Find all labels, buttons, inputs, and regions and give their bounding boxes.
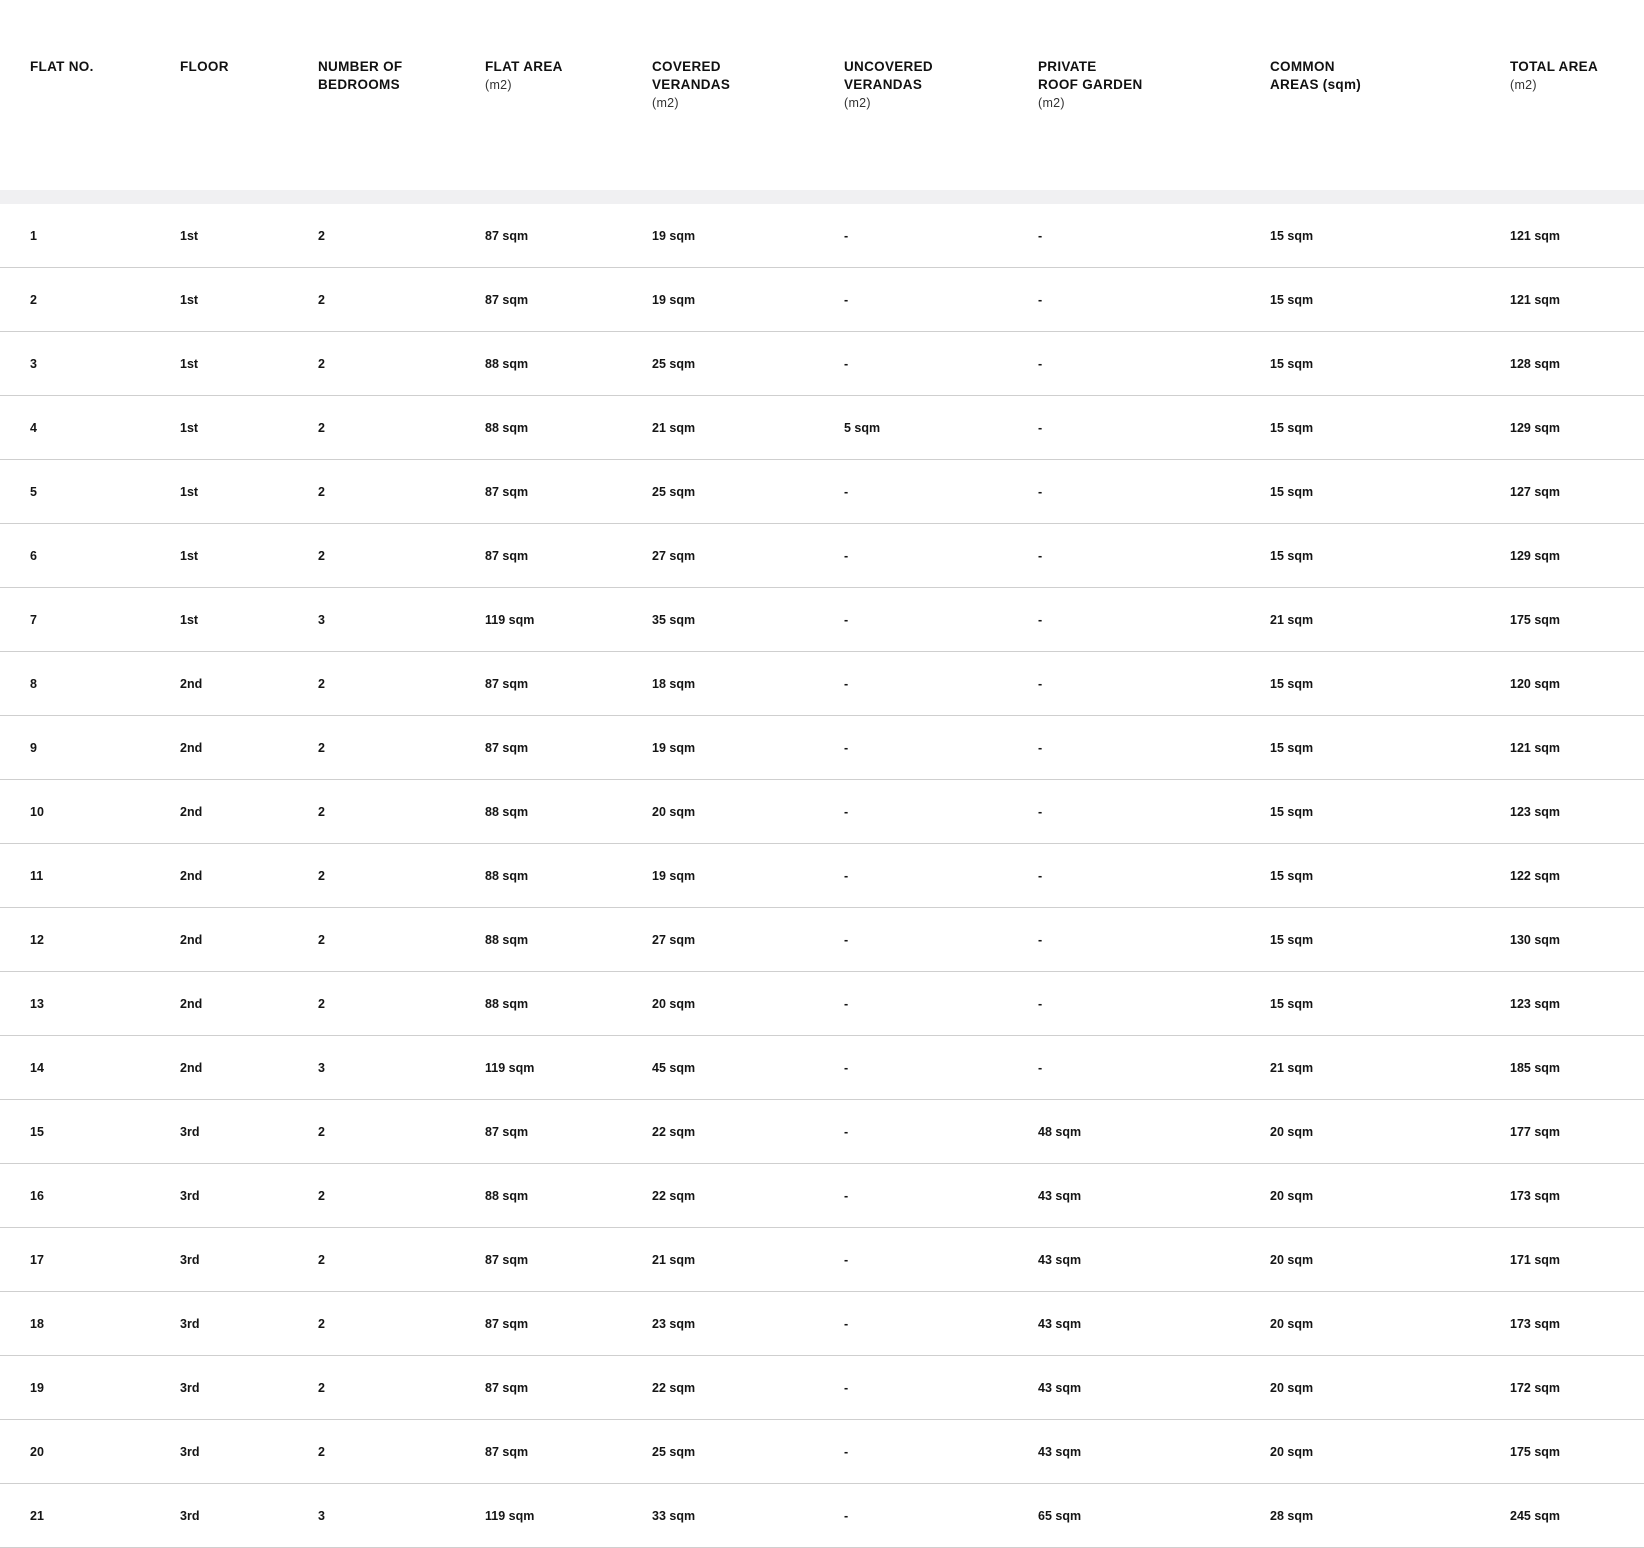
cell-flat-area: 87 sqm bbox=[485, 268, 652, 332]
cell-flat-no: 21 bbox=[0, 1484, 180, 1548]
table-row bbox=[0, 332, 1644, 396]
cell-bedrooms: 2 bbox=[318, 716, 485, 780]
cell-private-roof-garden: - bbox=[1038, 268, 1270, 332]
cell-bedrooms: 2 bbox=[318, 1100, 485, 1164]
cell-common-areas: 15 sqm bbox=[1270, 844, 1510, 908]
column-header-label: FLAT AREA bbox=[485, 59, 563, 74]
cell-common-areas: 15 sqm bbox=[1270, 716, 1510, 780]
column-header-label: FLAT NO. bbox=[30, 59, 94, 74]
cell-total-area: 173 sqm bbox=[1510, 1164, 1644, 1228]
cell-bedrooms: 2 bbox=[318, 1420, 485, 1484]
cell-bedrooms: 2 bbox=[318, 1292, 485, 1356]
cell-flat-no: 2 bbox=[0, 268, 180, 332]
cell-bedrooms: 2 bbox=[318, 1164, 485, 1228]
cell-uncovered-verandas: - bbox=[844, 1164, 1038, 1228]
cell-bedrooms: 2 bbox=[318, 908, 485, 972]
cell-flat-area: 87 sqm bbox=[485, 460, 652, 524]
cell-flat-area: 119 sqm bbox=[485, 1484, 652, 1548]
cell-floor: 3rd bbox=[180, 1420, 318, 1484]
cell-private-roof-garden: - bbox=[1038, 588, 1270, 652]
column-header-label: AREAS (sqm) bbox=[1270, 77, 1362, 92]
cell-private-roof-garden: - bbox=[1038, 716, 1270, 780]
column-header-common-areas bbox=[1270, 0, 1510, 190]
column-header-private-roof-garden bbox=[1038, 0, 1270, 190]
cell-common-areas: 20 sqm bbox=[1270, 1292, 1510, 1356]
cell-covered-verandas: 33 sqm bbox=[652, 1484, 844, 1548]
table-body bbox=[0, 190, 1644, 1548]
cell-private-roof-garden: - bbox=[1038, 1036, 1270, 1100]
cell-total-area: 171 sqm bbox=[1510, 1228, 1644, 1292]
column-header-label: COMMON bbox=[1270, 59, 1335, 74]
cell-private-roof-garden: - bbox=[1038, 844, 1270, 908]
table-row bbox=[0, 780, 1644, 844]
column-header-label: VERANDAS bbox=[844, 77, 923, 92]
cell-common-areas: 15 sqm bbox=[1270, 908, 1510, 972]
cell-flat-no: 6 bbox=[0, 524, 180, 588]
cell-bedrooms: 2 bbox=[318, 268, 485, 332]
cell-total-area: 121 sqm bbox=[1510, 204, 1644, 268]
cell-uncovered-verandas: - bbox=[844, 652, 1038, 716]
column-header-unit: (m2) bbox=[1038, 96, 1065, 110]
cell-private-roof-garden: - bbox=[1038, 972, 1270, 1036]
cell-covered-verandas: 45 sqm bbox=[652, 1036, 844, 1100]
cell-flat-no: 13 bbox=[0, 972, 180, 1036]
cell-flat-no: 9 bbox=[0, 716, 180, 780]
cell-total-area: 128 sqm bbox=[1510, 332, 1644, 396]
cell-bedrooms: 2 bbox=[318, 332, 485, 396]
header-row bbox=[0, 0, 1644, 190]
cell-common-areas: 28 sqm bbox=[1270, 1484, 1510, 1548]
cell-uncovered-verandas: - bbox=[844, 1484, 1038, 1548]
cell-uncovered-verandas: - bbox=[844, 524, 1038, 588]
column-header-label: NUMBER OF bbox=[318, 59, 403, 74]
cell-uncovered-verandas: - bbox=[844, 780, 1038, 844]
cell-bedrooms: 3 bbox=[318, 1036, 485, 1100]
cell-uncovered-verandas: - bbox=[844, 268, 1038, 332]
table-row bbox=[0, 1420, 1644, 1484]
cell-covered-verandas: 18 sqm bbox=[652, 652, 844, 716]
cell-bedrooms: 2 bbox=[318, 524, 485, 588]
cell-covered-verandas: 23 sqm bbox=[652, 1292, 844, 1356]
cell-flat-area: 88 sqm bbox=[485, 1164, 652, 1228]
cell-flat-no: 8 bbox=[0, 652, 180, 716]
cell-total-area: 175 sqm bbox=[1510, 588, 1644, 652]
cell-total-area: 177 sqm bbox=[1510, 1100, 1644, 1164]
cell-floor: 1st bbox=[180, 588, 318, 652]
cell-common-areas: 20 sqm bbox=[1270, 1100, 1510, 1164]
column-header-unit: (m2) bbox=[844, 96, 871, 110]
cell-uncovered-verandas: - bbox=[844, 1100, 1038, 1164]
column-header-label: ROOF GARDEN bbox=[1038, 77, 1143, 92]
cell-bedrooms: 2 bbox=[318, 972, 485, 1036]
column-header-label: PRIVATE bbox=[1038, 59, 1097, 74]
cell-floor: 3rd bbox=[180, 1484, 318, 1548]
cell-floor: 2nd bbox=[180, 844, 318, 908]
cell-flat-area: 88 sqm bbox=[485, 972, 652, 1036]
cell-floor: 1st bbox=[180, 268, 318, 332]
cell-flat-no: 19 bbox=[0, 1356, 180, 1420]
cell-flat-area: 119 sqm bbox=[485, 1036, 652, 1100]
cell-common-areas: 21 sqm bbox=[1270, 1036, 1510, 1100]
cell-uncovered-verandas: - bbox=[844, 1292, 1038, 1356]
cell-flat-area: 88 sqm bbox=[485, 332, 652, 396]
cell-uncovered-verandas: 5 sqm bbox=[844, 396, 1038, 460]
cell-uncovered-verandas: - bbox=[844, 716, 1038, 780]
column-header-covered-verandas bbox=[652, 0, 844, 190]
cell-flat-area: 87 sqm bbox=[485, 1100, 652, 1164]
cell-flat-area: 88 sqm bbox=[485, 908, 652, 972]
cell-private-roof-garden: 43 sqm bbox=[1038, 1228, 1270, 1292]
cell-flat-area: 88 sqm bbox=[485, 780, 652, 844]
cell-total-area: 129 sqm bbox=[1510, 524, 1644, 588]
cell-total-area: 129 sqm bbox=[1510, 396, 1644, 460]
cell-bedrooms: 3 bbox=[318, 1484, 485, 1548]
cell-flat-no: 4 bbox=[0, 396, 180, 460]
table-row bbox=[0, 524, 1644, 588]
cell-floor: 2nd bbox=[180, 716, 318, 780]
cell-common-areas: 15 sqm bbox=[1270, 332, 1510, 396]
cell-covered-verandas: 19 sqm bbox=[652, 844, 844, 908]
cell-flat-area: 87 sqm bbox=[485, 652, 652, 716]
table-header bbox=[0, 0, 1644, 190]
table-row bbox=[0, 1484, 1644, 1548]
cell-total-area: 122 sqm bbox=[1510, 844, 1644, 908]
cell-private-roof-garden: - bbox=[1038, 908, 1270, 972]
table-row bbox=[0, 204, 1644, 268]
cell-private-roof-garden: - bbox=[1038, 524, 1270, 588]
cell-uncovered-verandas: - bbox=[844, 204, 1038, 268]
cell-flat-area: 119 sqm bbox=[485, 588, 652, 652]
cell-bedrooms: 3 bbox=[318, 588, 485, 652]
cell-uncovered-verandas: - bbox=[844, 908, 1038, 972]
cell-common-areas: 15 sqm bbox=[1270, 652, 1510, 716]
cell-covered-verandas: 22 sqm bbox=[652, 1356, 844, 1420]
cell-common-areas: 21 sqm bbox=[1270, 588, 1510, 652]
cell-bedrooms: 2 bbox=[318, 396, 485, 460]
cell-bedrooms: 2 bbox=[318, 1228, 485, 1292]
table-row bbox=[0, 1292, 1644, 1356]
cell-uncovered-verandas: - bbox=[844, 1036, 1038, 1100]
cell-total-area: 173 sqm bbox=[1510, 1292, 1644, 1356]
cell-uncovered-verandas: - bbox=[844, 1228, 1038, 1292]
cell-private-roof-garden: 43 sqm bbox=[1038, 1292, 1270, 1356]
cell-covered-verandas: 19 sqm bbox=[652, 716, 844, 780]
cell-uncovered-verandas: - bbox=[844, 844, 1038, 908]
cell-total-area: 172 sqm bbox=[1510, 1356, 1644, 1420]
column-header-flat-no bbox=[0, 0, 180, 190]
cell-bedrooms: 2 bbox=[318, 460, 485, 524]
cell-floor: 2nd bbox=[180, 908, 318, 972]
column-header-flat-area bbox=[485, 0, 652, 190]
cell-covered-verandas: 21 sqm bbox=[652, 396, 844, 460]
column-header-label: COVERED bbox=[652, 59, 721, 74]
cell-flat-no: 16 bbox=[0, 1164, 180, 1228]
cell-covered-verandas: 20 sqm bbox=[652, 780, 844, 844]
cell-floor: 1st bbox=[180, 332, 318, 396]
column-header-uncovered-verandas bbox=[844, 0, 1038, 190]
cell-uncovered-verandas: - bbox=[844, 1356, 1038, 1420]
cell-common-areas: 20 sqm bbox=[1270, 1164, 1510, 1228]
cell-flat-no: 11 bbox=[0, 844, 180, 908]
cell-flat-no: 7 bbox=[0, 588, 180, 652]
table-row bbox=[0, 396, 1644, 460]
cell-floor: 1st bbox=[180, 460, 318, 524]
cell-covered-verandas: 25 sqm bbox=[652, 332, 844, 396]
cell-total-area: 123 sqm bbox=[1510, 972, 1644, 1036]
cell-private-roof-garden: 48 sqm bbox=[1038, 1100, 1270, 1164]
table-row bbox=[0, 1164, 1644, 1228]
cell-flat-no: 5 bbox=[0, 460, 180, 524]
cell-flat-no: 3 bbox=[0, 332, 180, 396]
cell-flat-area: 87 sqm bbox=[485, 1420, 652, 1484]
header-divider-band bbox=[0, 190, 1644, 204]
cell-covered-verandas: 20 sqm bbox=[652, 972, 844, 1036]
cell-bedrooms: 2 bbox=[318, 780, 485, 844]
cell-private-roof-garden: 43 sqm bbox=[1038, 1420, 1270, 1484]
cell-covered-verandas: 22 sqm bbox=[652, 1164, 844, 1228]
cell-floor: 2nd bbox=[180, 1036, 318, 1100]
cell-floor: 2nd bbox=[180, 652, 318, 716]
cell-floor: 3rd bbox=[180, 1164, 318, 1228]
cell-flat-area: 87 sqm bbox=[485, 1228, 652, 1292]
table-row bbox=[0, 588, 1644, 652]
cell-flat-no: 20 bbox=[0, 1420, 180, 1484]
cell-common-areas: 20 sqm bbox=[1270, 1228, 1510, 1292]
column-header-total-area bbox=[1510, 0, 1644, 190]
cell-flat-area: 87 sqm bbox=[485, 524, 652, 588]
cell-flat-no: 17 bbox=[0, 1228, 180, 1292]
cell-flat-no: 14 bbox=[0, 1036, 180, 1100]
cell-bedrooms: 2 bbox=[318, 1356, 485, 1420]
cell-floor: 1st bbox=[180, 204, 318, 268]
cell-common-areas: 15 sqm bbox=[1270, 204, 1510, 268]
cell-private-roof-garden: - bbox=[1038, 396, 1270, 460]
cell-total-area: 120 sqm bbox=[1510, 652, 1644, 716]
cell-covered-verandas: 27 sqm bbox=[652, 524, 844, 588]
cell-flat-area: 87 sqm bbox=[485, 204, 652, 268]
cell-covered-verandas: 25 sqm bbox=[652, 460, 844, 524]
header-divider-band-cell bbox=[0, 190, 1644, 204]
cell-flat-no: 1 bbox=[0, 204, 180, 268]
cell-flat-no: 12 bbox=[0, 908, 180, 972]
cell-bedrooms: 2 bbox=[318, 844, 485, 908]
cell-total-area: 121 sqm bbox=[1510, 268, 1644, 332]
cell-common-areas: 15 sqm bbox=[1270, 268, 1510, 332]
cell-flat-area: 88 sqm bbox=[485, 844, 652, 908]
cell-bedrooms: 2 bbox=[318, 204, 485, 268]
cell-private-roof-garden: - bbox=[1038, 332, 1270, 396]
cell-private-roof-garden: - bbox=[1038, 204, 1270, 268]
column-header-label: BEDROOMS bbox=[318, 77, 400, 92]
cell-common-areas: 15 sqm bbox=[1270, 972, 1510, 1036]
column-header-label: VERANDAS bbox=[652, 77, 731, 92]
cell-floor: 3rd bbox=[180, 1100, 318, 1164]
cell-covered-verandas: 21 sqm bbox=[652, 1228, 844, 1292]
cell-common-areas: 20 sqm bbox=[1270, 1356, 1510, 1420]
cell-private-roof-garden: - bbox=[1038, 780, 1270, 844]
cell-flat-area: 88 sqm bbox=[485, 396, 652, 460]
table-row bbox=[0, 460, 1644, 524]
cell-bedrooms: 2 bbox=[318, 652, 485, 716]
cell-floor: 3rd bbox=[180, 1356, 318, 1420]
cell-private-roof-garden: - bbox=[1038, 652, 1270, 716]
table-row bbox=[0, 844, 1644, 908]
table-row bbox=[0, 1356, 1644, 1420]
column-header-floor bbox=[180, 0, 318, 190]
cell-common-areas: 15 sqm bbox=[1270, 780, 1510, 844]
cell-private-roof-garden: 43 sqm bbox=[1038, 1164, 1270, 1228]
column-header-label: UNCOVERED bbox=[844, 59, 933, 74]
table-row bbox=[0, 1100, 1644, 1164]
cell-total-area: 127 sqm bbox=[1510, 460, 1644, 524]
column-header-unit: (m2) bbox=[485, 78, 512, 92]
column-header-label: TOTAL AREA bbox=[1510, 59, 1599, 74]
cell-floor: 3rd bbox=[180, 1292, 318, 1356]
cell-covered-verandas: 22 sqm bbox=[652, 1100, 844, 1164]
cell-uncovered-verandas: - bbox=[844, 1420, 1038, 1484]
table-row bbox=[0, 716, 1644, 780]
cell-common-areas: 15 sqm bbox=[1270, 524, 1510, 588]
cell-private-roof-garden: - bbox=[1038, 460, 1270, 524]
column-header-unit: (m2) bbox=[1510, 78, 1537, 92]
cell-common-areas: 15 sqm bbox=[1270, 396, 1510, 460]
cell-private-roof-garden: 65 sqm bbox=[1038, 1484, 1270, 1548]
cell-covered-verandas: 35 sqm bbox=[652, 588, 844, 652]
cell-flat-area: 87 sqm bbox=[485, 716, 652, 780]
cell-floor: 1st bbox=[180, 524, 318, 588]
table-row bbox=[0, 908, 1644, 972]
cell-total-area: 130 sqm bbox=[1510, 908, 1644, 972]
cell-flat-no: 15 bbox=[0, 1100, 180, 1164]
cell-floor: 2nd bbox=[180, 972, 318, 1036]
cell-floor: 2nd bbox=[180, 780, 318, 844]
cell-total-area: 245 sqm bbox=[1510, 1484, 1644, 1548]
cell-total-area: 123 sqm bbox=[1510, 780, 1644, 844]
cell-flat-no: 18 bbox=[0, 1292, 180, 1356]
table-row bbox=[0, 1036, 1644, 1100]
cell-covered-verandas: 25 sqm bbox=[652, 1420, 844, 1484]
cell-uncovered-verandas: - bbox=[844, 972, 1038, 1036]
column-header-unit: (m2) bbox=[652, 96, 679, 110]
table-row bbox=[0, 652, 1644, 716]
table-row bbox=[0, 268, 1644, 332]
table-row bbox=[0, 1228, 1644, 1292]
cell-total-area: 121 sqm bbox=[1510, 716, 1644, 780]
cell-uncovered-verandas: - bbox=[844, 460, 1038, 524]
cell-covered-verandas: 27 sqm bbox=[652, 908, 844, 972]
column-header-bedrooms bbox=[318, 0, 485, 190]
cell-common-areas: 15 sqm bbox=[1270, 460, 1510, 524]
cell-common-areas: 20 sqm bbox=[1270, 1420, 1510, 1484]
cell-total-area: 185 sqm bbox=[1510, 1036, 1644, 1100]
cell-private-roof-garden: 43 sqm bbox=[1038, 1356, 1270, 1420]
cell-floor: 3rd bbox=[180, 1228, 318, 1292]
cell-flat-area: 87 sqm bbox=[485, 1356, 652, 1420]
cell-covered-verandas: 19 sqm bbox=[652, 268, 844, 332]
cell-flat-no: 10 bbox=[0, 780, 180, 844]
table-row bbox=[0, 972, 1644, 1036]
cell-uncovered-verandas: - bbox=[844, 332, 1038, 396]
cell-total-area: 175 sqm bbox=[1510, 1420, 1644, 1484]
cell-covered-verandas: 19 sqm bbox=[652, 204, 844, 268]
cell-flat-area: 87 sqm bbox=[485, 1292, 652, 1356]
column-header-label: FLOOR bbox=[180, 59, 229, 74]
cell-uncovered-verandas: - bbox=[844, 588, 1038, 652]
cell-floor: 1st bbox=[180, 396, 318, 460]
